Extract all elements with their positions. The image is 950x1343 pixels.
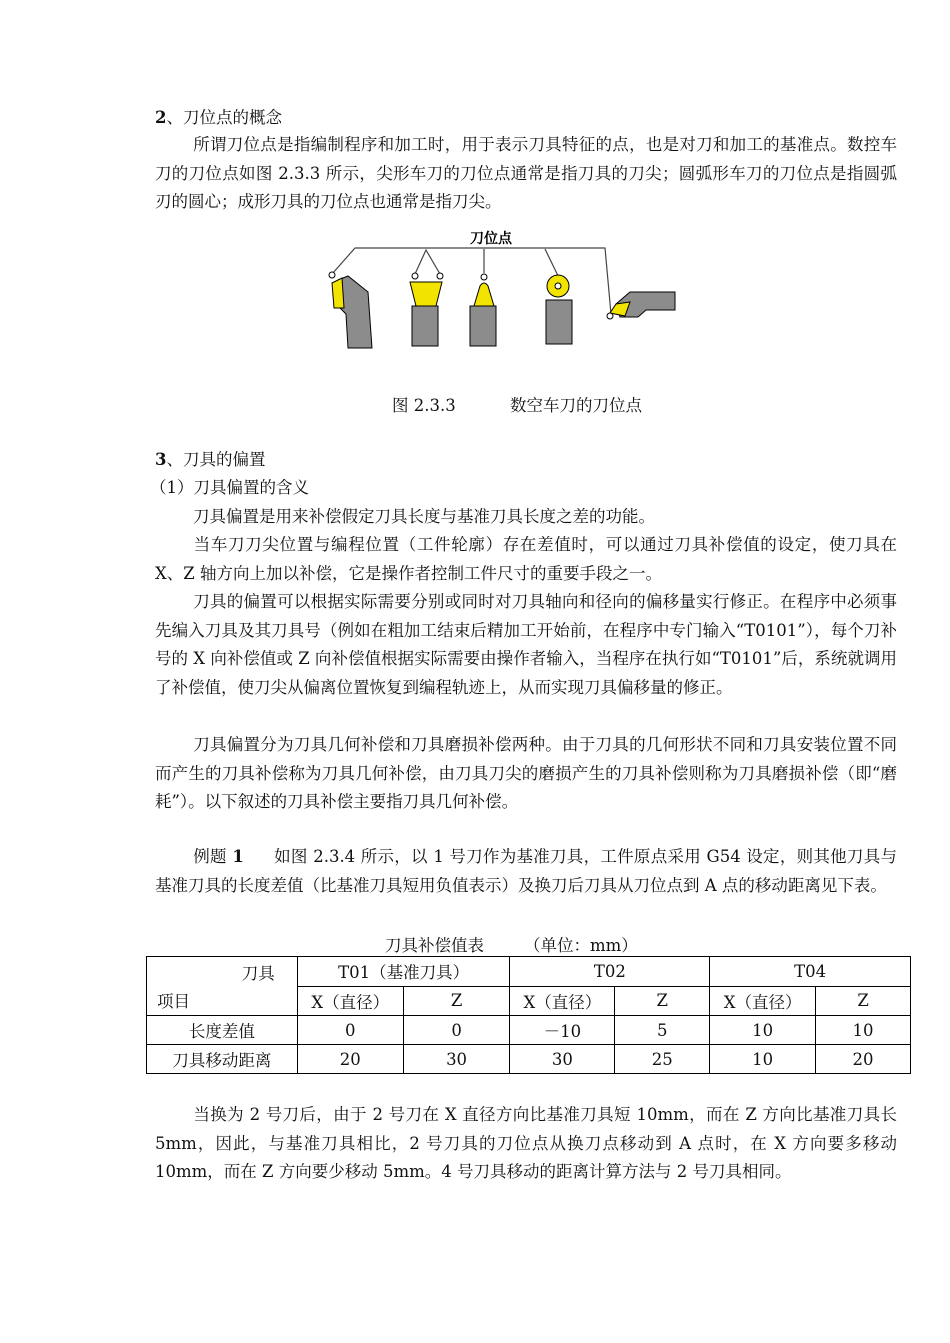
- example-label: 例题: [193, 847, 233, 866]
- figure-label: 刀位点: [470, 230, 512, 246]
- table-title: 刀具补偿值表: [385, 936, 484, 955]
- example-paragraph: [155, 843, 897, 900]
- section-3-subtitle: （1）刀具偏置的含义: [150, 478, 309, 497]
- tool-header-t04: T04: [710, 957, 911, 987]
- table-cell: 10: [816, 1016, 911, 1045]
- subheader-z: Z: [403, 986, 510, 1016]
- tool-header-t02: T02: [510, 957, 710, 987]
- table-cell: 30: [403, 1045, 510, 1074]
- tool-5-icon: [607, 292, 675, 319]
- section-3-title: 、刀具的偏置: [166, 450, 266, 469]
- corner-bottom-label: 项目: [157, 992, 190, 1011]
- table-cell: 5: [615, 1016, 710, 1045]
- table-cell: 30: [510, 1045, 615, 1074]
- row-label: 刀具移动距离: [147, 1045, 298, 1074]
- table-cell: 10: [710, 1045, 816, 1074]
- figure-caption-text: 数空车刀的刀位点: [510, 396, 642, 415]
- table-corner-cell: [147, 957, 298, 1016]
- section-3-paragraph-1: 刀具偏置是用来补偿假定刀具长度与基准刀具长度之差的功能。: [193, 507, 655, 526]
- table-cell: 25: [615, 1045, 710, 1074]
- section-2-paragraph: 所谓刀位点是指编制程序和加工时，用于表示刀具特征的点，也是对刀和加工的基准点。数控车刀的刀位点如图 2.3.3 所示，尖形车刀的刀位点通常是指刀具的刀尖；圆弧形车刀的刀位点是指圆弧刃的圆心；成形刀具的刀位点也通常是指刀尖。: [155, 135, 897, 211]
- table-cell: 0: [403, 1016, 510, 1045]
- section-3-heading: [155, 448, 265, 472]
- section-3-paragraph-3: 刀具的偏置可以根据实际需要分别或同时对刀具轴向和径向的偏移量实行修正。在程序中必须事先编入刀具及其刀具号（例如在粗加工结束后精加工开始前，在程序中专门输入“T0101”），每个刀补号的 X 向补偿值或 Z 向补偿值根据实际需要由操作者输入，当程序在执行如“T0101”后，系统就调用了补偿值，使刀尖从偏离位置恢复到编程轨迹上，从而实现刀具偏移量的修正。: [155, 592, 897, 697]
- compensation-table: [146, 956, 911, 1074]
- table-row: [147, 1016, 911, 1045]
- tool-3-icon: [470, 274, 496, 346]
- table-cell: －10: [510, 1016, 615, 1045]
- subheader-x: X（直径）: [710, 986, 816, 1016]
- row-label: 长度差值: [147, 1016, 298, 1045]
- table-cell: 20: [816, 1045, 911, 1074]
- section-3-paragraph-4: 刀具偏置分为刀具几何补偿和刀具磨损补偿两种。由于刀具的几何形状不同和刀具安装位置不同而产生的刀具补偿称为刀具几何补偿，由刀具刀尖的磨损产生的刀具补偿则称为刀具磨损补偿（即“磨耗”）。以下叙述的刀具补偿主要指刀具几何补偿。: [155, 735, 897, 811]
- subheader-z: Z: [615, 986, 710, 1016]
- tool-2-icon: [410, 273, 443, 346]
- section-3-paragraph-2: 当车刀刀尖位置与编程位置（工件轮廓）存在差值时，可以通过刀具补偿值的设定，使刀具在 X、Z 轴方向上加以补偿，它是操作者控制工件尺寸的重要手段之一。: [155, 535, 897, 583]
- table-row: [147, 1045, 911, 1074]
- section-3-number: 3: [155, 450, 167, 469]
- example-number: 1: [232, 847, 244, 866]
- subheader-x: X（直径）: [510, 986, 615, 1016]
- table-cell: 10: [710, 1016, 816, 1045]
- figure-caption-number: 图 2.3.3: [392, 396, 456, 415]
- table-cell: 20: [297, 1045, 403, 1074]
- table-unit: （单位：mm）: [524, 936, 638, 955]
- table-cell: 0: [297, 1016, 403, 1045]
- example-text: 如图 2.3.4 所示，以 1 号刀作为基准刀具，工件原点采用 G54 设定，则其他刀具与基准刀具的长度差值（比基准刀具短用负值表示）及换刀后刀具从刀位点到 A 点的移动距离见下表。: [155, 847, 897, 895]
- table-header-row: [147, 957, 911, 987]
- table-title-row: [385, 932, 638, 956]
- tool-4-icon: [546, 275, 572, 344]
- subheader-z: Z: [816, 986, 911, 1016]
- tool-position-figure: [320, 222, 680, 352]
- conclusion-paragraph: 当换为 2 号刀后，由于 2 号刀在 X 直径方向比基准刀具短 10mm，而在 Z 方向比基准刀具长 5mm，因此，与基准刀具相比，2 号刀具的刀位点从换刀点移动到 A 点时，在 X 方向要多移动 10mm，而在 Z 方向要少移动 5mm。4 号刀具移动的距离计算方法与 2 号刀具相同。: [155, 1105, 897, 1181]
- section-2-title: 、刀位点的概念: [166, 108, 282, 127]
- tool-header-t01: T01（基准刀具）: [297, 957, 510, 987]
- subheader-x: X（直径）: [297, 986, 403, 1016]
- tool-1-icon: [329, 272, 372, 348]
- section-2-number: 2: [155, 108, 167, 127]
- corner-top-label: 刀具: [241, 964, 275, 983]
- section-2-heading: [155, 106, 282, 130]
